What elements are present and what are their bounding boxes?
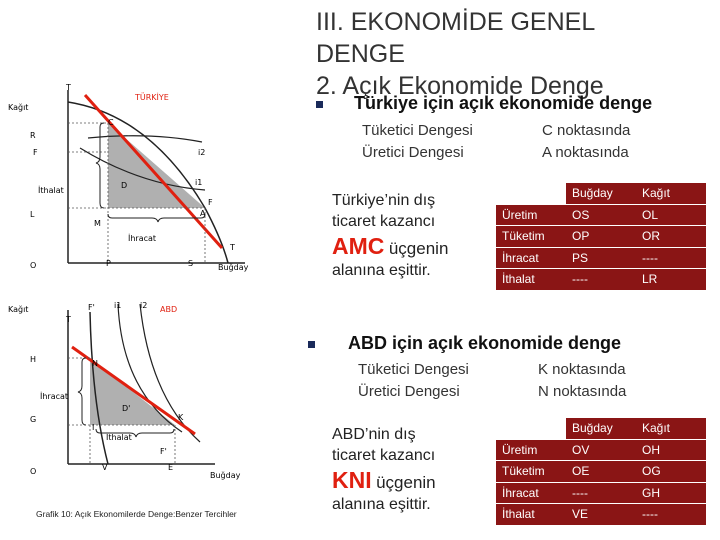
- table-cell: OS: [566, 204, 636, 226]
- usa-heading: ABD için açık ekonomide denge: [348, 333, 622, 353]
- table-cell: OG: [636, 461, 706, 483]
- usa-triangle-name: KNI: [332, 467, 372, 493]
- turkey-graph: [0, 80, 300, 290]
- label-ithalat: İthalat: [106, 433, 132, 442]
- label-T-right: T: [230, 243, 235, 252]
- usa-gain-line-2: ticaret kazancı: [332, 447, 436, 464]
- table-cell: OP: [566, 226, 636, 248]
- label-P: P: [106, 259, 111, 268]
- table-row-label: İthalat: [496, 269, 566, 291]
- table-cell: PS: [566, 247, 636, 269]
- table-header: Kağıt: [636, 183, 706, 204]
- title-line-1: III. EKONOMİDE GENEL DENGE: [316, 8, 595, 68]
- y-axis-label: Kağıt: [8, 103, 29, 112]
- table-row: [496, 226, 706, 248]
- turkey-gain-text: [332, 190, 448, 281]
- usa-trade-table: [496, 418, 706, 526]
- label-T: T: [66, 83, 71, 92]
- label-i1: i1: [195, 178, 203, 187]
- turkey-producer-value: A noktasında: [542, 144, 629, 161]
- slide-title: [316, 6, 682, 102]
- label-V: V: [102, 463, 108, 472]
- turkey-gain-line-3: alanına eşittir.: [332, 262, 431, 279]
- label-O: O: [30, 261, 37, 270]
- bullet-icon: [316, 101, 323, 108]
- table-row-label: Tüketim: [496, 226, 566, 248]
- label-F-prime-right: F': [160, 447, 167, 456]
- usa-consumer-label: Tüketici Dengesi: [358, 361, 469, 378]
- label-A: A: [200, 209, 206, 218]
- turkey-gain-line-2: ticaret kazancı: [332, 213, 436, 230]
- table-row-label: İhracat: [496, 482, 566, 504]
- label-K: K: [178, 413, 184, 422]
- table-cell: GH: [636, 482, 706, 504]
- label-H: H: [30, 355, 37, 364]
- turkey-heading: Türkiye için açık ekonomide denge: [354, 93, 653, 113]
- table-row: [496, 482, 706, 504]
- table-row-label: Üretim: [496, 439, 566, 461]
- x-axis-label: Buğday: [218, 263, 249, 272]
- label-F: F: [33, 148, 38, 157]
- label-S: S: [188, 259, 194, 268]
- usa-producer-value: N noktasında: [538, 383, 627, 400]
- table-row: [496, 247, 706, 269]
- country-label: TÜRKİYE: [135, 93, 169, 102]
- label-ihracat: İhracat: [128, 234, 157, 243]
- bullet-icon: [308, 341, 315, 348]
- turkey-consumer-label: Tüketici Dengesi: [362, 122, 473, 139]
- table-cell: VE: [566, 504, 636, 526]
- label-G: G: [30, 415, 37, 424]
- label-C: C: [108, 118, 114, 127]
- label-F-prime: F': [88, 303, 95, 312]
- table-cell: OR: [636, 226, 706, 248]
- table-row-label: Üretim: [496, 204, 566, 226]
- label-D: D: [121, 181, 128, 190]
- label-ithalat: İthalat: [38, 186, 64, 195]
- usa-producer-label: Üretici Dengesi: [358, 383, 460, 400]
- label-i2: i2: [140, 301, 148, 310]
- label-i2: i2: [198, 148, 206, 157]
- turkey-consumer-value: C noktasında: [542, 122, 631, 139]
- usa-gain-line-3: alanına eşittir.: [332, 496, 431, 513]
- label-R: R: [30, 131, 36, 140]
- label-D-prime: D': [122, 404, 131, 413]
- usa-gain-text: [332, 424, 436, 515]
- usa-gain-line-1: ABD’nin dış: [332, 426, 416, 443]
- usa-consumer-value: K noktasında: [538, 361, 626, 378]
- table-cell: ----: [636, 504, 706, 526]
- price-line: [85, 95, 222, 248]
- table-header: Kağıt: [636, 418, 706, 439]
- label-M: M: [94, 219, 101, 228]
- country-label: ABD: [160, 305, 178, 314]
- turkey-gain-line-1: Türkiye’nin dış: [332, 192, 436, 209]
- label-L: L: [30, 210, 35, 219]
- usa-graph: [0, 292, 300, 492]
- table-cell: OE: [566, 461, 636, 483]
- table-row: [496, 204, 706, 226]
- label-O: O: [30, 467, 37, 476]
- table-row: [496, 504, 706, 526]
- table-row-label: İthalat: [496, 504, 566, 526]
- turkey-trade-table: [496, 183, 706, 291]
- label-E: E: [168, 463, 174, 472]
- label-I: I: [92, 423, 95, 432]
- usa-triangle-suffix: üçgenin: [376, 473, 436, 492]
- label-F-right: F: [208, 198, 213, 207]
- label-N: N: [92, 359, 98, 368]
- table-cell: OL: [636, 204, 706, 226]
- table-cell: ----: [636, 247, 706, 269]
- turkey-producer-label: Üretici Dengesi: [362, 144, 464, 161]
- label-i1: i1: [114, 301, 122, 310]
- title-line-2: 2. Açık Ekonomide Denge: [316, 72, 604, 100]
- table-header: Buğday: [566, 418, 636, 439]
- table-header: Buğday: [566, 183, 636, 204]
- table-cell: ----: [566, 269, 636, 291]
- y-axis-label: Kağıt: [8, 305, 29, 314]
- label-T: T: [66, 315, 71, 324]
- table-cell: OV: [566, 439, 636, 461]
- table-row: [496, 269, 706, 291]
- table-cell: LR: [636, 269, 706, 291]
- table-cell: ----: [566, 482, 636, 504]
- x-axis-label: Buğday: [210, 471, 241, 480]
- graph-caption: Grafik 10: Açık Ekonomilerde Denge:Benzer Tercihler: [36, 509, 237, 519]
- table-cell: OH: [636, 439, 706, 461]
- table-row: [496, 439, 706, 461]
- label-ihracat: İhracat: [40, 392, 69, 401]
- turkey-triangle-suffix: üçgenin: [388, 239, 449, 258]
- table-row-label: İhracat: [496, 247, 566, 269]
- turkey-triangle-name: AMC: [332, 233, 385, 259]
- table-row: [496, 461, 706, 483]
- table-row-label: Tüketim: [496, 461, 566, 483]
